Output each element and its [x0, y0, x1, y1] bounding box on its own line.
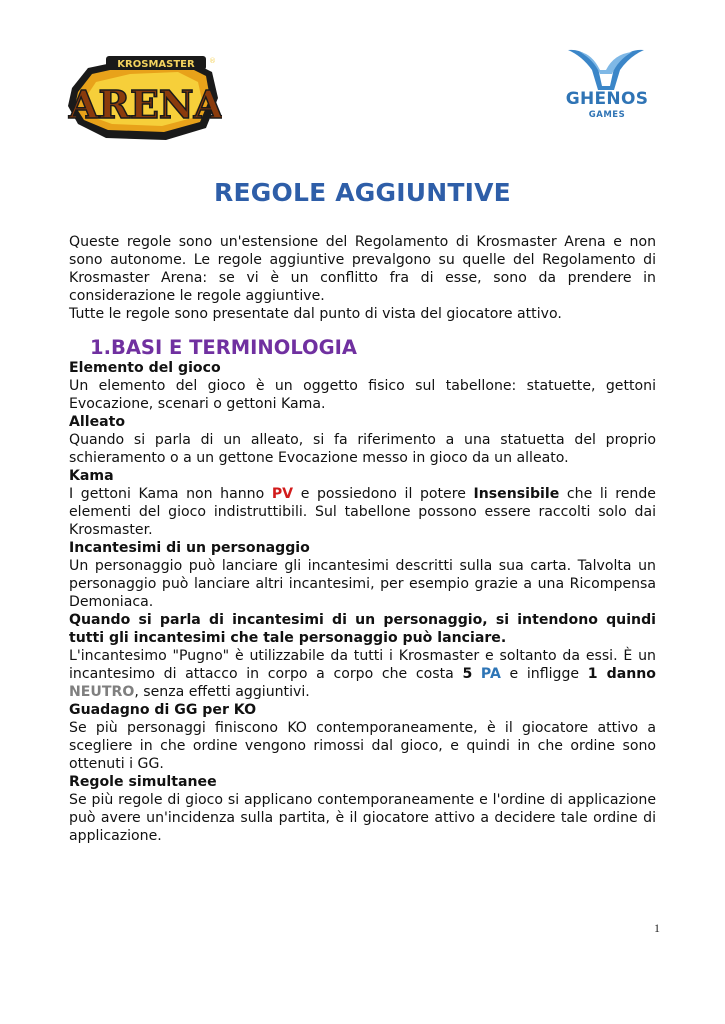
- section-heading: 1.BASI E TERMINOLOGIA: [90, 336, 357, 359]
- definition-simultanee: Se più regole di gioco si applicano contemporaneamente e l'ordine di applicazione può avere un'incidenza sulla partita, è il giocatore attivo a decidere tale ordine di applicazione.: [69, 792, 656, 844]
- logo-brand-text: KROSMASTER: [117, 59, 195, 70]
- pa-keyword: PA: [480, 666, 501, 682]
- logo-title-text: ARENA: [68, 82, 222, 127]
- krosmaster-arena-logo: [66, 50, 222, 142]
- intro-paragraph: Queste regole sono un'estensione del Regolamento di Krosmaster Arena e non sono autonome. Le regole aggiuntive prevalgono su quelle del Regolamento di Krosmaster Arena: se vi è un conflitto fra di esse, sono da prendere in considerazione le regole aggiuntive.: [69, 234, 656, 304]
- kama-text-1: I gettoni Kama non hanno: [69, 486, 272, 502]
- term-alleato: Alleato: [69, 414, 126, 430]
- intro-note: Tutte le regole sono presentate dal punto di vista del giocatore attivo.: [69, 306, 562, 322]
- neutro-keyword: NEUTRO: [69, 684, 135, 700]
- page-number: 1: [654, 921, 660, 935]
- term-guadagno: Guadagno di GG per KO: [69, 702, 257, 718]
- pugno-paragraph: [69, 647, 656, 701]
- pugno-text-1: L'incantesimo "Pugno" è utilizzabile da tutti i Krosmaster e soltanto da essi. È un incantesimo di attacco in corpo a corpo che costa: [69, 648, 656, 682]
- incantesimi-bold-note: Quando si parla di incantesimi di un personaggio, si intendono quindi tutti gli incantesimi che tale personaggio può lanciare.: [69, 612, 656, 646]
- term-simultanee: Regole simultanee: [69, 774, 217, 790]
- pv-keyword: PV: [271, 486, 294, 502]
- pugno-cost: 5: [462, 666, 473, 682]
- term-incantesimi: Incantesimi di un personaggio: [69, 540, 310, 556]
- logo-registered-mark: ®: [209, 57, 216, 65]
- kama-text-2: e possiedono il potere: [293, 486, 474, 502]
- ghenos-brand-name: GHENOS: [565, 89, 649, 109]
- definition-alleato: Quando si parla di un alleato, si fa riferimento a una statuetta del proprio schieramento o a un gettone Evocazione messo in gioco da un alleato.: [69, 432, 656, 466]
- definition-guadagno: Se più personaggi finiscono KO contemporaneamente, è il giocatore attivo a scegliere in che ordine vengono rimossi dal gioco, e quindi in che ordine sono ottenuti i GG.: [69, 720, 656, 772]
- kama-text-3: che li rende elementi del gioco indistruttibili. Sul tabellone possono essere raccolti solo dai Krosmaster.: [69, 486, 656, 538]
- definition-kama: [69, 485, 656, 539]
- term-kama: Kama: [69, 468, 114, 484]
- page-title: REGOLE AGGIUNTIVE: [214, 178, 511, 207]
- pugno-text-3: , senza effetti aggiuntivi.: [134, 684, 310, 700]
- document-body: [69, 233, 656, 845]
- insensibile-keyword: Insensibile: [473, 486, 560, 502]
- ghenos-brand-sub: GAMES: [588, 110, 626, 120]
- pugno-text-2: e infligge: [500, 666, 588, 682]
- definition-incantesimi: Un personaggio può lanciare gli incantesimi descritti sulla sua carta. Talvolta un personaggio può lanciare altri incantesimi, per esempio grazie a una Ricompensa Demoniaca.: [69, 558, 656, 610]
- term-elemento: Elemento del gioco: [69, 360, 221, 376]
- pugno-damage: 1 danno: [587, 666, 656, 682]
- definition-elemento: Un elemento del gioco è un oggetto fisico sul tabellone: statuette, gettoni Evocazione, scenari o gettoni Kama.: [69, 378, 656, 412]
